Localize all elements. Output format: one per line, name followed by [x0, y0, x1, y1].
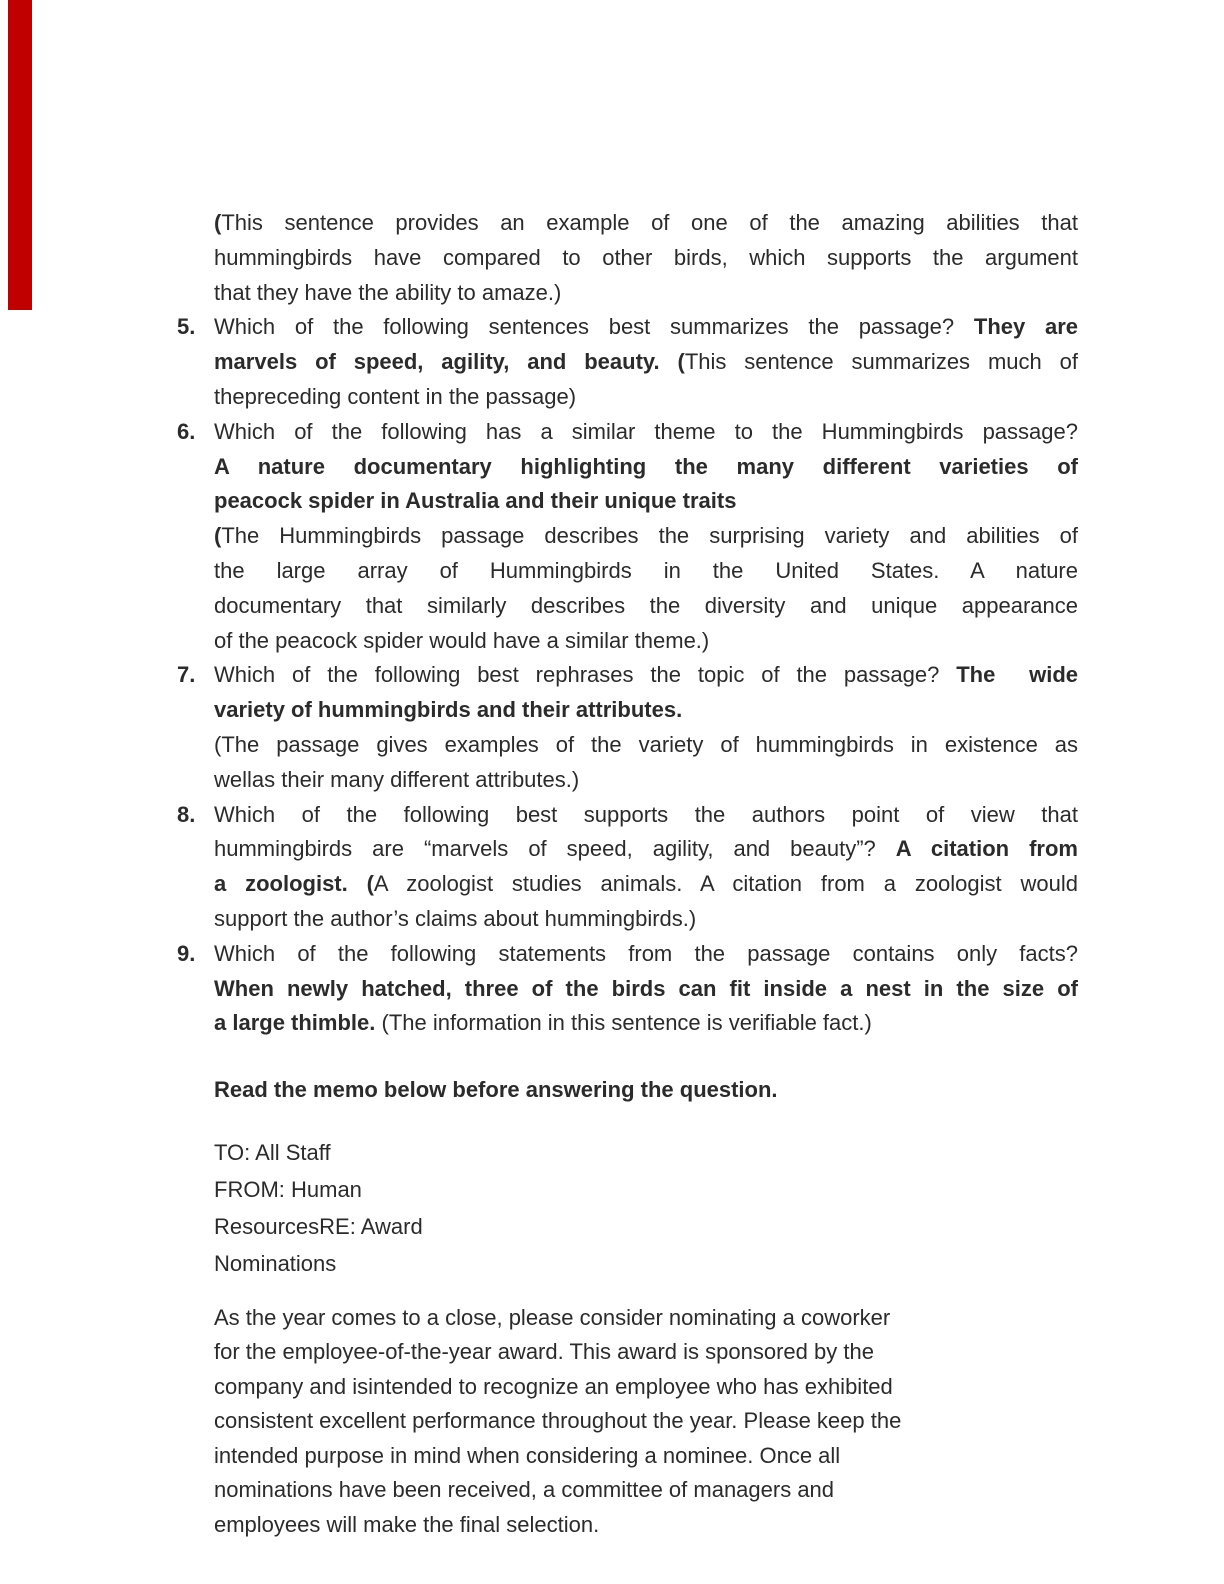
question-item: [177, 658, 1078, 797]
text-segment: (: [214, 210, 222, 235]
text-segment: Which of the following best supports the authors point of view that: [214, 801, 1078, 827]
content-column: [177, 206, 1079, 1542]
text-line: [214, 798, 1078, 833]
text-line: [214, 276, 1078, 311]
text-line: [214, 484, 1078, 519]
text-line: [214, 519, 1078, 554]
memo-body-line: employees will make the final selection.: [214, 1511, 600, 1537]
text-segment: variety of hummingbirds and their attributes.: [214, 697, 683, 723]
text-line: [214, 415, 1078, 450]
text-segment: peacock spider in Australia and their unique traits: [214, 488, 737, 514]
text-line: [214, 450, 1078, 485]
text-line: [214, 658, 1078, 693]
text-segment: This sentence summarizes much of: [684, 349, 1078, 375]
text-line: [214, 310, 1078, 345]
left-margin-accent-bar: [8, 0, 32, 310]
text-line: [214, 867, 1078, 902]
text-segment: Which of the following best rephrases the topic of the passage?: [214, 662, 957, 688]
text-segment: hummingbirds have compared to other birds, which supports the argument: [214, 244, 1078, 270]
text-segment: This sentence provides an example of one of the amazing abilities that: [221, 210, 1078, 235]
question-number: 8.: [177, 801, 196, 827]
memo-body-line: consistent excellent performance throughout the year. Please keep the: [214, 1408, 902, 1434]
text-segment: documentary that similarly describes the diversity and unique appearance: [214, 592, 1078, 618]
text-segment: Which of the following sentences best summarizes the passage?: [214, 314, 974, 340]
text-line: [214, 902, 1078, 937]
text-line: [214, 1006, 1078, 1041]
text-line: [214, 763, 1078, 798]
text-segment: thepreceding content in the passage): [214, 383, 577, 409]
text-line: [214, 937, 1078, 972]
text-segment: A zoologist studies animals. A citation from a zoologist would: [373, 871, 1078, 897]
memo-header-line: Nominations: [214, 1250, 337, 1276]
question-item: [177, 310, 1079, 414]
text-line: [214, 832, 1078, 867]
text-segment: (The information in this sentence is verifiable fact.): [381, 1010, 872, 1036]
text-segment: A citation from: [895, 836, 1078, 862]
question-item: [177, 798, 1078, 937]
text-segment: The Hummingbirds passage describes the surprising variety and abilities of: [221, 523, 1078, 549]
text-segment: marvels of speed, agility, and beauty. (: [214, 349, 685, 375]
text-segment: of the peacock spider would have a similar theme.): [214, 627, 710, 653]
text-segment: The wide: [956, 662, 1078, 688]
text-segment: support the author’s claims about hummingbirds.): [214, 905, 697, 931]
text-segment: Which of the following has a similar theme to the Hummingbirds passage?: [214, 418, 1078, 444]
text-segment: Which of the following statements from the passage contains only facts?: [214, 940, 1078, 966]
text-line: [214, 380, 1078, 415]
text-segment: the large array of Hummingbirds in the United States. A nature: [214, 557, 1078, 583]
memo-header-line: TO: All Staff: [214, 1139, 331, 1165]
memo-body-line: As the year comes to a close, please consider nominating a coworker: [214, 1304, 891, 1330]
text-line: [214, 693, 1078, 728]
memo-body-line: for the employee-of-the-year award. This award is sponsored by the: [214, 1339, 874, 1365]
question-number: 6.: [177, 418, 196, 444]
text-line: [214, 624, 1078, 659]
memo-section: [214, 1073, 1078, 1542]
text-segment: hummingbirds are “marvels of speed, agility, and beauty”?: [214, 836, 896, 862]
text-segment: A nature documentary highlighting the many different varieties of: [214, 453, 1078, 479]
question-number: 9.: [177, 940, 196, 966]
text-segment: (The passage gives examples of the variety of hummingbirds in existence as: [214, 731, 1078, 757]
text-segment: a zoologist. (: [214, 871, 374, 897]
text-segment: a large thimble.: [214, 1010, 382, 1036]
text-line: [214, 728, 1078, 763]
memo-header: [214, 1134, 1078, 1282]
memo-body-line: intended purpose in mind when considering a nominee. Once all: [214, 1442, 841, 1468]
text-segment: that they have the ability to amaze.): [214, 279, 562, 305]
memo-instruction: Read the memo below before answering the question.: [214, 1077, 778, 1103]
text-line: [214, 241, 1078, 276]
memo-body-line: company and isintended to recognize an employee who has exhibited: [214, 1373, 893, 1399]
text-line: [214, 206, 1078, 241]
text-segment: (: [214, 523, 222, 549]
answer-explanation-block: [214, 206, 1078, 310]
text-line: [214, 972, 1078, 1007]
text-line: [214, 345, 1078, 380]
question-list: [177, 206, 1079, 1041]
text-segment: When newly hatched, three of the birds can fit inside a nest in the size of: [214, 975, 1078, 1001]
memo-header-line: FROM: Human: [214, 1176, 362, 1202]
question-number: 5.: [177, 314, 196, 340]
text-segment: They are: [973, 314, 1079, 340]
memo-header-line: ResourcesRE: Award: [214, 1213, 423, 1239]
text-segment: wellas their many different attributes.): [214, 766, 580, 792]
question-item: [177, 937, 1078, 1041]
memo-body-line: nominations have been received, a committee of managers and: [214, 1477, 835, 1503]
memo-body: [214, 1301, 1078, 1543]
question-number: 7.: [177, 662, 196, 688]
text-line: [214, 589, 1078, 624]
question-item: [177, 415, 1078, 659]
text-line: [214, 554, 1078, 589]
